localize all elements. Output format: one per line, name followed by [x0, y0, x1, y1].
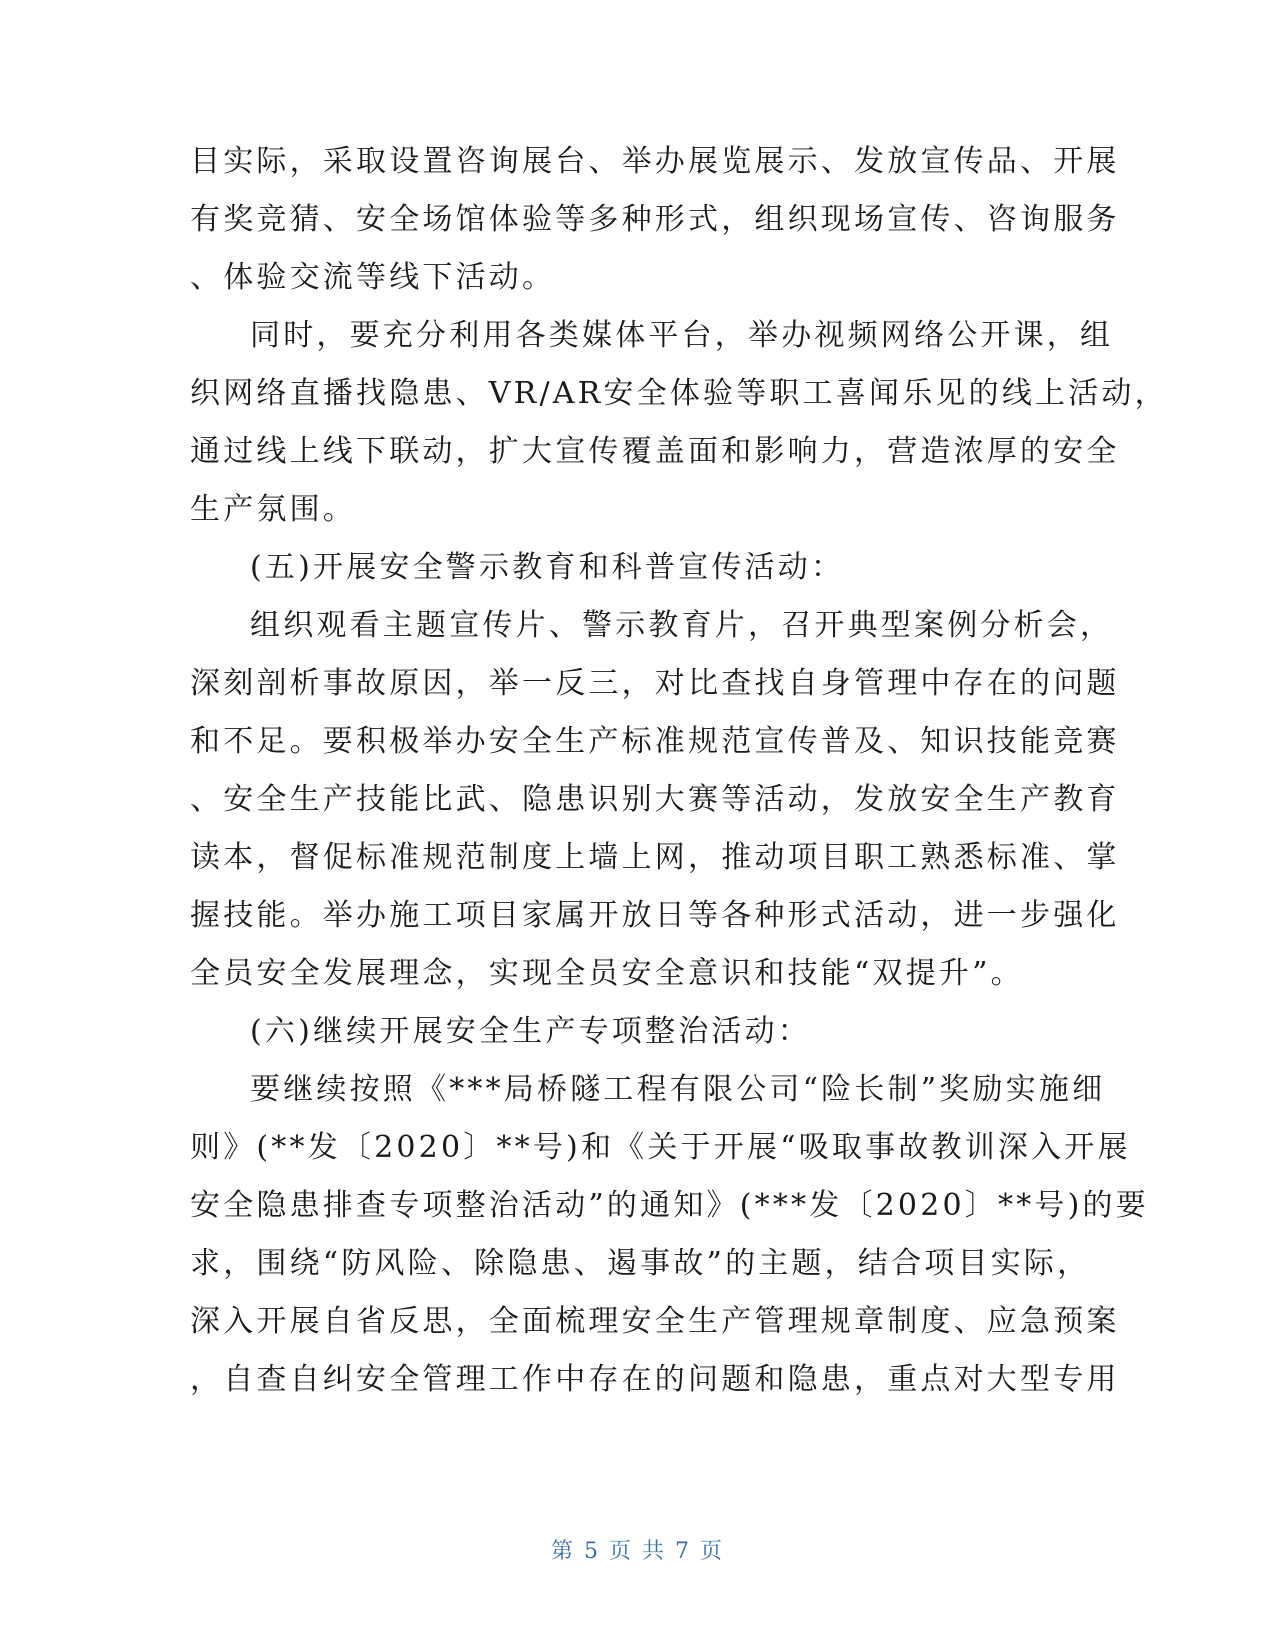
- body-line: 有奖竞猜、安全场馆体验等多种形式，组织现场宣传、咨询服务: [190, 202, 1120, 237]
- body-line: 深入开展自省反思，全面梳理安全生产管理规章制度、应急预案: [190, 1304, 1120, 1339]
- body-line: 握技能。举办施工项目家属开放日等各种形式活动，进一步强化: [190, 898, 1120, 933]
- body-line: 织网络直播找隐患、VR/AR安全体验等职工喜闻乐见的线上活动，: [190, 376, 1168, 411]
- body-line: 目实际，采取设置咨询展台、举办展览展示、发放宣传品、开展: [190, 144, 1120, 179]
- paragraph-start-line: 要继续按照《***局桥隧工程有限公司“险长制”奖励实施细: [250, 1072, 1106, 1107]
- body-line: 深刻剖析事故原因，举一反三，对比查找自身管理中存在的问题: [190, 666, 1120, 701]
- body-line: ，自查自纠安全管理工作中存在的问题和隐患，重点对大型专用: [190, 1362, 1120, 1397]
- body-line: 生产氛围。: [190, 492, 356, 527]
- body-line: 求，围绕“防风险、除隐患、遏事故”的主题，结合项目实际，: [190, 1246, 1091, 1281]
- paragraph-start-line: 同时，要充分利用各类媒体平台，举办视频网络公开课，组: [250, 318, 1114, 353]
- section-heading-6: (六)继续开展安全生产专项整治活动：: [250, 1014, 812, 1049]
- section-heading-5: (五)开展安全警示教育和科普宣传活动：: [250, 550, 845, 585]
- paragraph-start-line: 组织观看主题宣传片、警示教育片，召开典型案例分析会，: [250, 608, 1114, 643]
- body-line: 读本，督促标准规范制度上墙上网，推动项目职工熟悉标准、掌: [190, 840, 1120, 875]
- body-line: 安全隐患排查专项整治活动”的通知》(***发〔2020〕**号)的要: [190, 1188, 1149, 1223]
- body-line: 和不足。要积极举办安全生产标准规范宣传普及、知识技能竞赛: [190, 724, 1120, 759]
- body-line: 则》(**发〔2020〕**号)和《关于开展“吸取事故教训深入开展: [190, 1130, 1131, 1165]
- body-line: 全员安全发展理念，实现全员安全意识和技能“双提升”。: [190, 956, 1024, 991]
- page-number-footer: 第 5 页 共 7 页: [551, 1539, 724, 1564]
- body-line: 通过线上线下联动，扩大宣传覆盖面和影响力，营造浓厚的安全: [190, 434, 1120, 469]
- body-line: 、体验交流等线下活动。: [190, 260, 556, 295]
- body-line: 、安全生产技能比武、隐患识别大赛等活动，发放安全生产教育: [190, 782, 1120, 817]
